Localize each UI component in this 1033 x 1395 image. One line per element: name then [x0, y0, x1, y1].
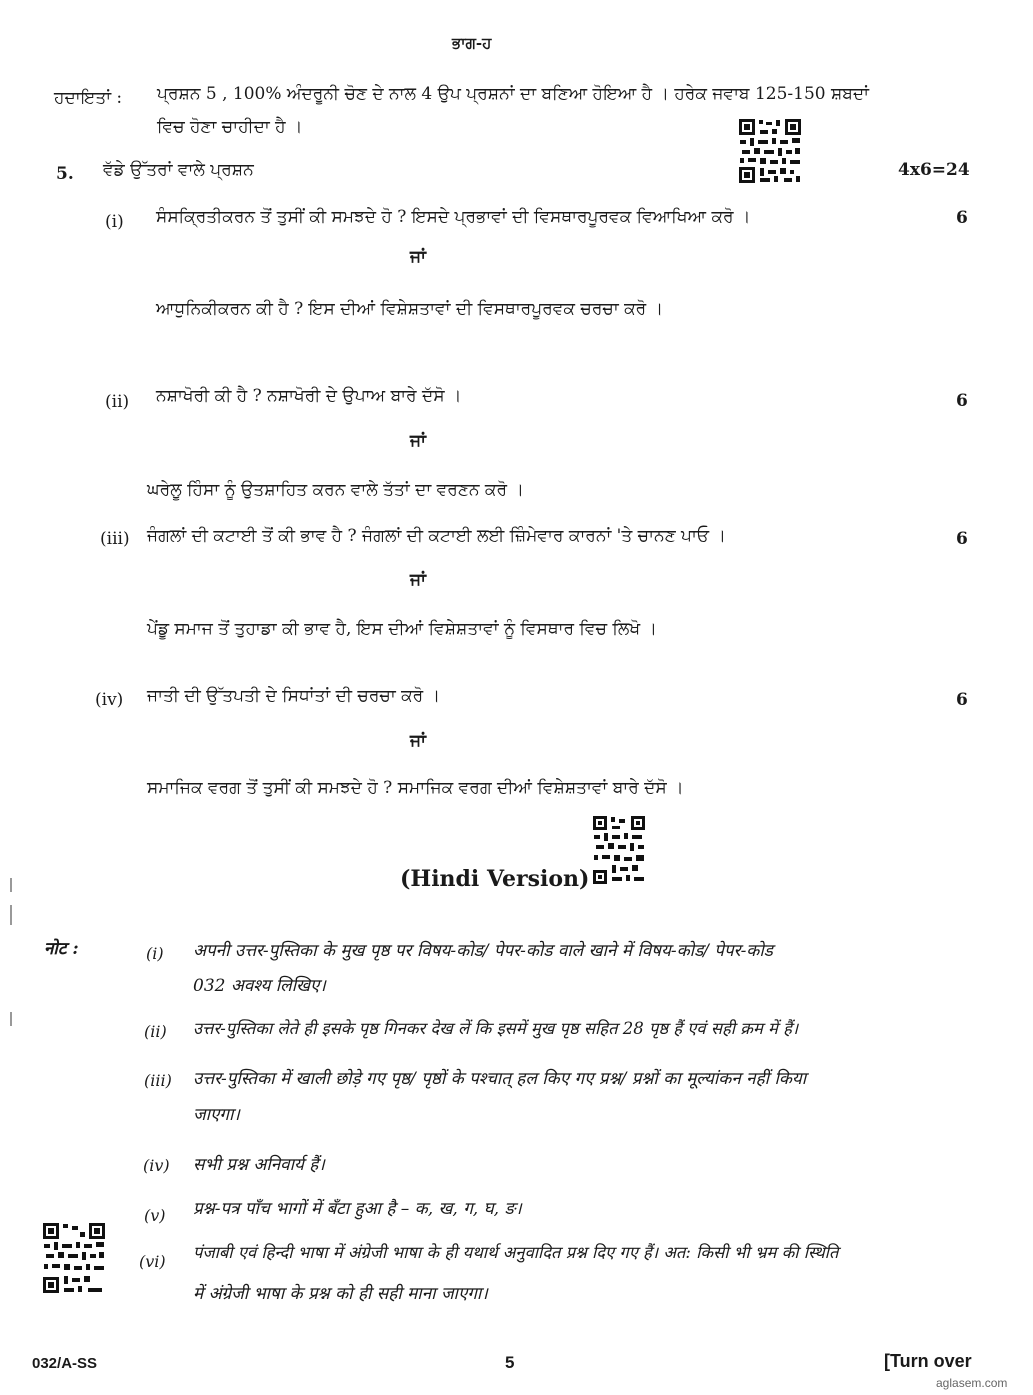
qr-code-bottom	[42, 1222, 106, 1294]
note-line: सभी प्रश्न अनिवार्य हैं।	[193, 1155, 325, 1175]
note-roman: (vi)	[139, 1252, 166, 1271]
question-title: ਵੱਡੇ ਉੱਤਰਾਂ ਵਾਲੇ ਪ੍ਰਸ਼ਨ	[103, 160, 254, 180]
instructions-line-2: ਵਿਚ ਹੋਣਾ ਚਾਹੀਦਾ ਹੈ ।	[157, 117, 303, 137]
note-line: पंजाबी एवं हिन्दी भाषा में अंग्रेजी भाषा के ही यथार्थ अनुवादित प्रश्न दिए गए हैं। अत: किसी भी भ्रम की स्थिति	[193, 1243, 839, 1262]
page-number: 5	[505, 1353, 515, 1372]
note-line: प्रश्न-पत्र पाँच भागों में बँटा हुआ है – क, ख, ग, घ, ङ।	[193, 1199, 522, 1219]
subquestion-text: ਜਾਤੀ ਦੀ ਉੱਤਪਤੀ ਦੇ ਸਿਧਾਂਤਾਂ ਦੀ ਚਰਚਾ ਕਰੋ ।	[147, 686, 441, 706]
subquestion-roman: (ii)	[105, 392, 130, 412]
watermark: aglasem.com	[936, 1376, 1008, 1390]
subquestion-text: ਸੰਸਕ੍ਰਿਤੀਕਰਨ ਤੋਂ ਤੁਸੀਂ ਕੀ ਸਮਝਦੇ ਹੋ ? ਇਸਦੇ ਪ੍ਰਭਾਵਾਂ ਦੀ ਵਿਸਥਾਰਪੂਰਵਕ ਵਿਆਖਿਆ ਕਰੋ ।	[156, 207, 751, 227]
hindi-version-heading: (Hindi Version)	[400, 866, 590, 892]
turn-over: [Turn over	[884, 1351, 972, 1371]
margin-tick	[10, 905, 12, 925]
question-number: 5.	[56, 164, 74, 184]
subquestion-marks: 6	[956, 208, 968, 228]
note-roman: (ii)	[144, 1022, 167, 1041]
total-marks: 4x6=24	[898, 160, 970, 180]
instructions-line-1: ਪ੍ਰਸ਼ਨ 5 , 100% ਅੰਦਰੂਨੀ ਚੋਣ ਦੇ ਨਾਲ 4 ਉਪ ਪ੍ਰਸ਼ਨਾਂ ਦਾ ਬਣਿਆ ਹੋਇਆ ਹੈ । ਹਰੇਕ ਜਵਾਬ 125-150 ਸ਼ਬਦਾਂ	[157, 84, 869, 104]
subquestion-alt-text: ਘਰੇਲੂ ਹਿੰਸਾ ਨੂੰ ਉਤਸ਼ਾਹਿਤ ਕਰਨ ਵਾਲੇ ਤੱਤਾਂ ਦਾ ਵਰਣਨ ਕਰੋ ।	[147, 480, 524, 500]
note-line: उत्तर-पुस्तिका में खाली छोड़े गए पृष्ठ/ पृष्ठों के पश्चात् हल किए गए प्रश्न/ प्रश्नों का मूल्यांकन नहीं किया	[193, 1069, 807, 1089]
section-title: ਭਾਗ-ਹ	[452, 34, 492, 52]
note-roman: (iii)	[144, 1071, 172, 1090]
note-line: अपनी उत्तर-पुस्तिका के मुख पृष्ठ पर विषय-कोड/ पेपर-कोड वाले खाने में विषय-कोड/ पेपर-कोड	[193, 941, 773, 961]
note-line: में अंग्रेजी भाषा के प्रश्न को ही सही माना जाएगा।	[193, 1284, 488, 1304]
subquestion-text: ਨਸ਼ਾਖੋਰੀ ਕੀ ਹੈ ? ਨਸ਼ਾਖੋਰੀ ਦੇ ਉਪਾਅ ਬਾਰੇ ਦੱਸੋ ।	[156, 386, 462, 406]
qr-code-middle	[592, 815, 646, 885]
note-line: उत्तर-पुस्तिका लेते ही इसके पृष्ठ गिनकर देख लें कि इसमें मुख पृष्ठ सहित 28 पृष्ठ हैं एवं सही क्रम में हैं।	[193, 1019, 799, 1038]
note-roman: (v)	[144, 1206, 166, 1225]
note-roman: (i)	[146, 944, 164, 963]
note-line: 032 अवश्य लिखिए।	[193, 976, 326, 996]
note-label: नोट :	[44, 939, 79, 959]
or-label: ਜਾਂ	[410, 431, 426, 451]
subquestion-alt-text: ਸਮਾਜਿਕ ਵਰਗ ਤੋਂ ਤੁਸੀਂ ਕੀ ਸਮਝਦੇ ਹੋ ? ਸਮਾਜਿਕ ਵਰਗ ਦੀਆਂ ਵਿਸ਼ੇਸ਼ਤਾਵਾਂ ਬਾਰੇ ਦੱਸੋ ।	[147, 778, 684, 798]
subquestion-roman: (i)	[105, 212, 124, 232]
or-label: ਜਾਂ	[410, 570, 426, 590]
margin-tick	[10, 878, 12, 892]
qr-code-top	[738, 118, 802, 184]
or-label: ਜਾਂ	[410, 247, 426, 267]
subquestion-marks: 6	[956, 690, 968, 710]
instructions-label: ਹਦਾਇਤਾਂ :	[54, 88, 123, 108]
subquestion-text: ਜੰਗਲਾਂ ਦੀ ਕਟਾਈ ਤੋਂ ਕੀ ਭਾਵ ਹੈ ? ਜੰਗਲਾਂ ਦੀ ਕਟਾਈ ਲਈ ਜ਼ਿੰਮੇਵਾਰ ਕਾਰਨਾਂ 'ਤੇ ਚਾਨਣ ਪਾਓ ।	[147, 526, 726, 546]
subquestion-alt-text: ਆਧੁਨਿਕੀਕਰਨ ਕੀ ਹੈ ? ਇਸ ਦੀਆਂ ਵਿਸ਼ੇਸ਼ਤਾਵਾਂ ਦੀ ਵਿਸਥਾਰਪੂਰਵਕ ਚਰਚਾ ਕਰੋ ।	[156, 299, 664, 319]
margin-tick	[10, 1012, 12, 1026]
subquestion-roman: (iii)	[100, 529, 130, 549]
note-line: जाएगा।	[193, 1105, 240, 1125]
subquestion-alt-text: ਪੇਂਡੂ ਸਮਾਜ ਤੋਂ ਤੁਹਾਡਾ ਕੀ ਭਾਵ ਹੈ, ਇਸ ਦੀਆਂ ਵਿਸ਼ੇਸ਼ਤਾਵਾਂ ਨੂੰ ਵਿਸਥਾਰ ਵਿਚ ਲਿਖੋ ।	[147, 619, 658, 639]
or-label: ਜਾਂ	[410, 731, 426, 751]
note-roman: (iv)	[143, 1156, 170, 1175]
subquestion-marks: 6	[956, 529, 968, 549]
subquestion-marks: 6	[956, 391, 968, 411]
subquestion-roman: (iv)	[95, 690, 124, 710]
footer-code: 032/A-SS	[32, 1355, 98, 1372]
